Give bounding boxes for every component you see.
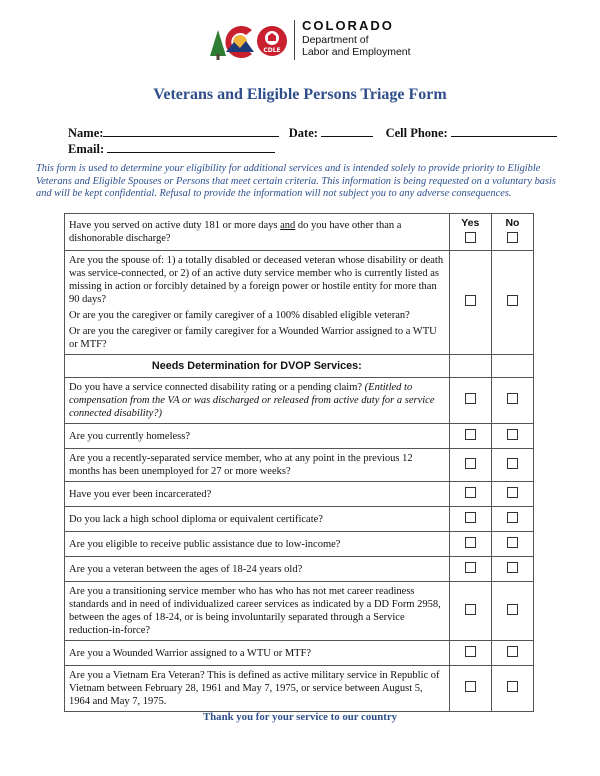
yes-cell (449, 378, 491, 424)
intro-text: This form is used to determine your eligibility for additional services and is intended solely to provide priority to Eligible Veterans and Eligible Spouses or Persons that meet certain criteria. This information is being requested on a voluntary basis and will be kept confidential. Refusal to provide the information will not subject you to any adverse consequences. (36, 163, 556, 199)
no-checkbox[interactable] (507, 562, 518, 573)
no-cell (491, 482, 533, 507)
cdle-badge-text: CDLE (263, 47, 281, 54)
question-text: Or are you the caregiver or family caregiver of a 100% disabled eligible veteran? (69, 310, 410, 321)
form-title: Veterans and Eligible Persons Triage Form (153, 86, 447, 103)
yes-checkbox[interactable] (465, 458, 476, 469)
yes-cell (449, 482, 491, 507)
no-checkbox[interactable] (507, 512, 518, 523)
table-row (65, 449, 534, 482)
table-row (65, 666, 534, 712)
table-row (65, 507, 534, 532)
table-row (65, 482, 534, 507)
yes-checkbox[interactable] (465, 232, 476, 243)
table-row (65, 582, 534, 641)
question-text: Do you have a service connected disability rating or a pending claim? (69, 382, 365, 393)
question-text: Are you currently homeless? (65, 424, 450, 449)
table-row (65, 378, 534, 424)
thank-you-note: Thank you for your service to our country (202, 711, 398, 723)
question-text: Are you a Vietnam Era Veteran? This is defined as active military service in Republic of Vietnam between February 28, 1961 and May 7, 1975, or service between August 5, 1964 and May 7, 1975. (65, 666, 450, 712)
no-cell (491, 251, 533, 355)
yes-column-header: Yes (461, 217, 480, 229)
table-row (65, 424, 534, 449)
no-cell (491, 449, 533, 482)
yes-cell (449, 557, 491, 582)
no-column-header: No (505, 217, 520, 229)
org-name (302, 18, 411, 58)
dept-line-2: Labor and Employment (302, 46, 411, 58)
question-text: Have you served on active duty 181 or more days (69, 220, 281, 231)
no-checkbox[interactable] (507, 681, 518, 692)
header-divider (294, 20, 295, 60)
date-label: Date: (288, 126, 318, 140)
yes-cell (449, 251, 491, 355)
no-cell (491, 532, 533, 557)
table-row (65, 557, 534, 582)
yes-checkbox[interactable] (465, 604, 476, 615)
no-checkbox[interactable] (507, 646, 518, 657)
yes-cell (449, 582, 491, 641)
date-field[interactable] (321, 125, 373, 137)
cell-phone-field[interactable] (451, 125, 557, 137)
yes-checkbox[interactable] (465, 393, 476, 404)
question-text: Are you a recently-separated service member, who at any point in the previous 12 months has been unemployed for 27 or more weeks? (65, 449, 450, 482)
triage-table (64, 213, 534, 712)
question-text: Are you the spouse of: 1) a totally disabled or deceased veteran whose disability or death was service-connected, or 2) of an active duty service member who is currently listed as missing in action or forcibly detained by a foreign power or hostile entity for more than 90 days? (69, 255, 444, 305)
yes-cell (449, 214, 491, 251)
yes-checkbox[interactable] (465, 681, 476, 692)
table-row (65, 532, 534, 557)
yes-checkbox[interactable] (465, 512, 476, 523)
section-row (65, 355, 534, 378)
yes-cell (449, 532, 491, 557)
yes-cell (449, 507, 491, 532)
table-row (65, 251, 534, 355)
page-header (200, 16, 460, 66)
yes-checkbox[interactable] (465, 295, 476, 306)
no-cell (491, 424, 533, 449)
question-text: Do you lack a high school diploma or equivalent certificate? (65, 507, 450, 532)
question-text-and: and (280, 220, 296, 231)
no-cell (491, 214, 533, 251)
no-cell (491, 582, 533, 641)
question-text: Are you eligible to receive public assistance due to low-income? (65, 532, 450, 557)
no-checkbox[interactable] (507, 604, 518, 615)
email-field[interactable] (107, 141, 275, 153)
yes-cell (449, 424, 491, 449)
cell-phone-label: Cell Phone: (385, 126, 448, 140)
yes-checkbox[interactable] (465, 537, 476, 548)
no-checkbox[interactable] (507, 537, 518, 548)
no-cell (491, 378, 533, 424)
no-cell (491, 507, 533, 532)
colorado-cdle-logo (200, 16, 290, 66)
question-cell (65, 251, 450, 355)
email-label: Email: (68, 142, 105, 156)
no-checkbox[interactable] (507, 295, 518, 306)
name-field[interactable] (103, 125, 279, 137)
dept-line-1: Department of (302, 34, 369, 46)
question-text: Are you a veteran between the ages of 18-24 years old? (65, 557, 450, 582)
no-cell (491, 557, 533, 582)
no-checkbox[interactable] (507, 487, 518, 498)
question-text: Are you a transitioning service member who has who has not met career readiness standards and in need of individualized career services as indicated by a DD Form 2958, between the ages of 18-24, or is being involuntarily separated through a Service reduction-in-force? (65, 582, 450, 641)
question-text: do you have other than a dishonorable discharge? (69, 220, 402, 244)
table-row (65, 641, 534, 666)
yes-checkbox[interactable] (465, 487, 476, 498)
question-text: Are you a Wounded Warrior assigned to a WTU or MTF? (65, 641, 450, 666)
table-row (65, 214, 534, 251)
section-title: Needs Determination for DVOP Services: (65, 355, 450, 378)
yes-checkbox[interactable] (465, 429, 476, 440)
yes-cell (449, 666, 491, 712)
question-note: (Entitled to compensation from the VA or was discharged or released from active duty for a service connected disability?) (69, 382, 435, 419)
yes-checkbox[interactable] (465, 646, 476, 657)
no-checkbox[interactable] (507, 429, 518, 440)
question-text: Or are you the caregiver or family caregiver for a Wounded Warrior assigned to a WTU or MTF? (69, 326, 437, 350)
yes-cell (449, 641, 491, 666)
yes-checkbox[interactable] (465, 562, 476, 573)
no-cell (491, 641, 533, 666)
no-cell (491, 666, 533, 712)
question-cell (65, 378, 450, 424)
question-cell (65, 214, 450, 251)
name-label: Name: (68, 126, 104, 140)
yes-cell (449, 449, 491, 482)
contact-fields (68, 125, 557, 157)
question-text: Have you ever been incarcerated? (65, 482, 450, 507)
no-checkbox[interactable] (507, 393, 518, 404)
no-checkbox[interactable] (507, 458, 518, 469)
no-checkbox[interactable] (507, 232, 518, 243)
state-name: COLORADO (302, 18, 394, 33)
